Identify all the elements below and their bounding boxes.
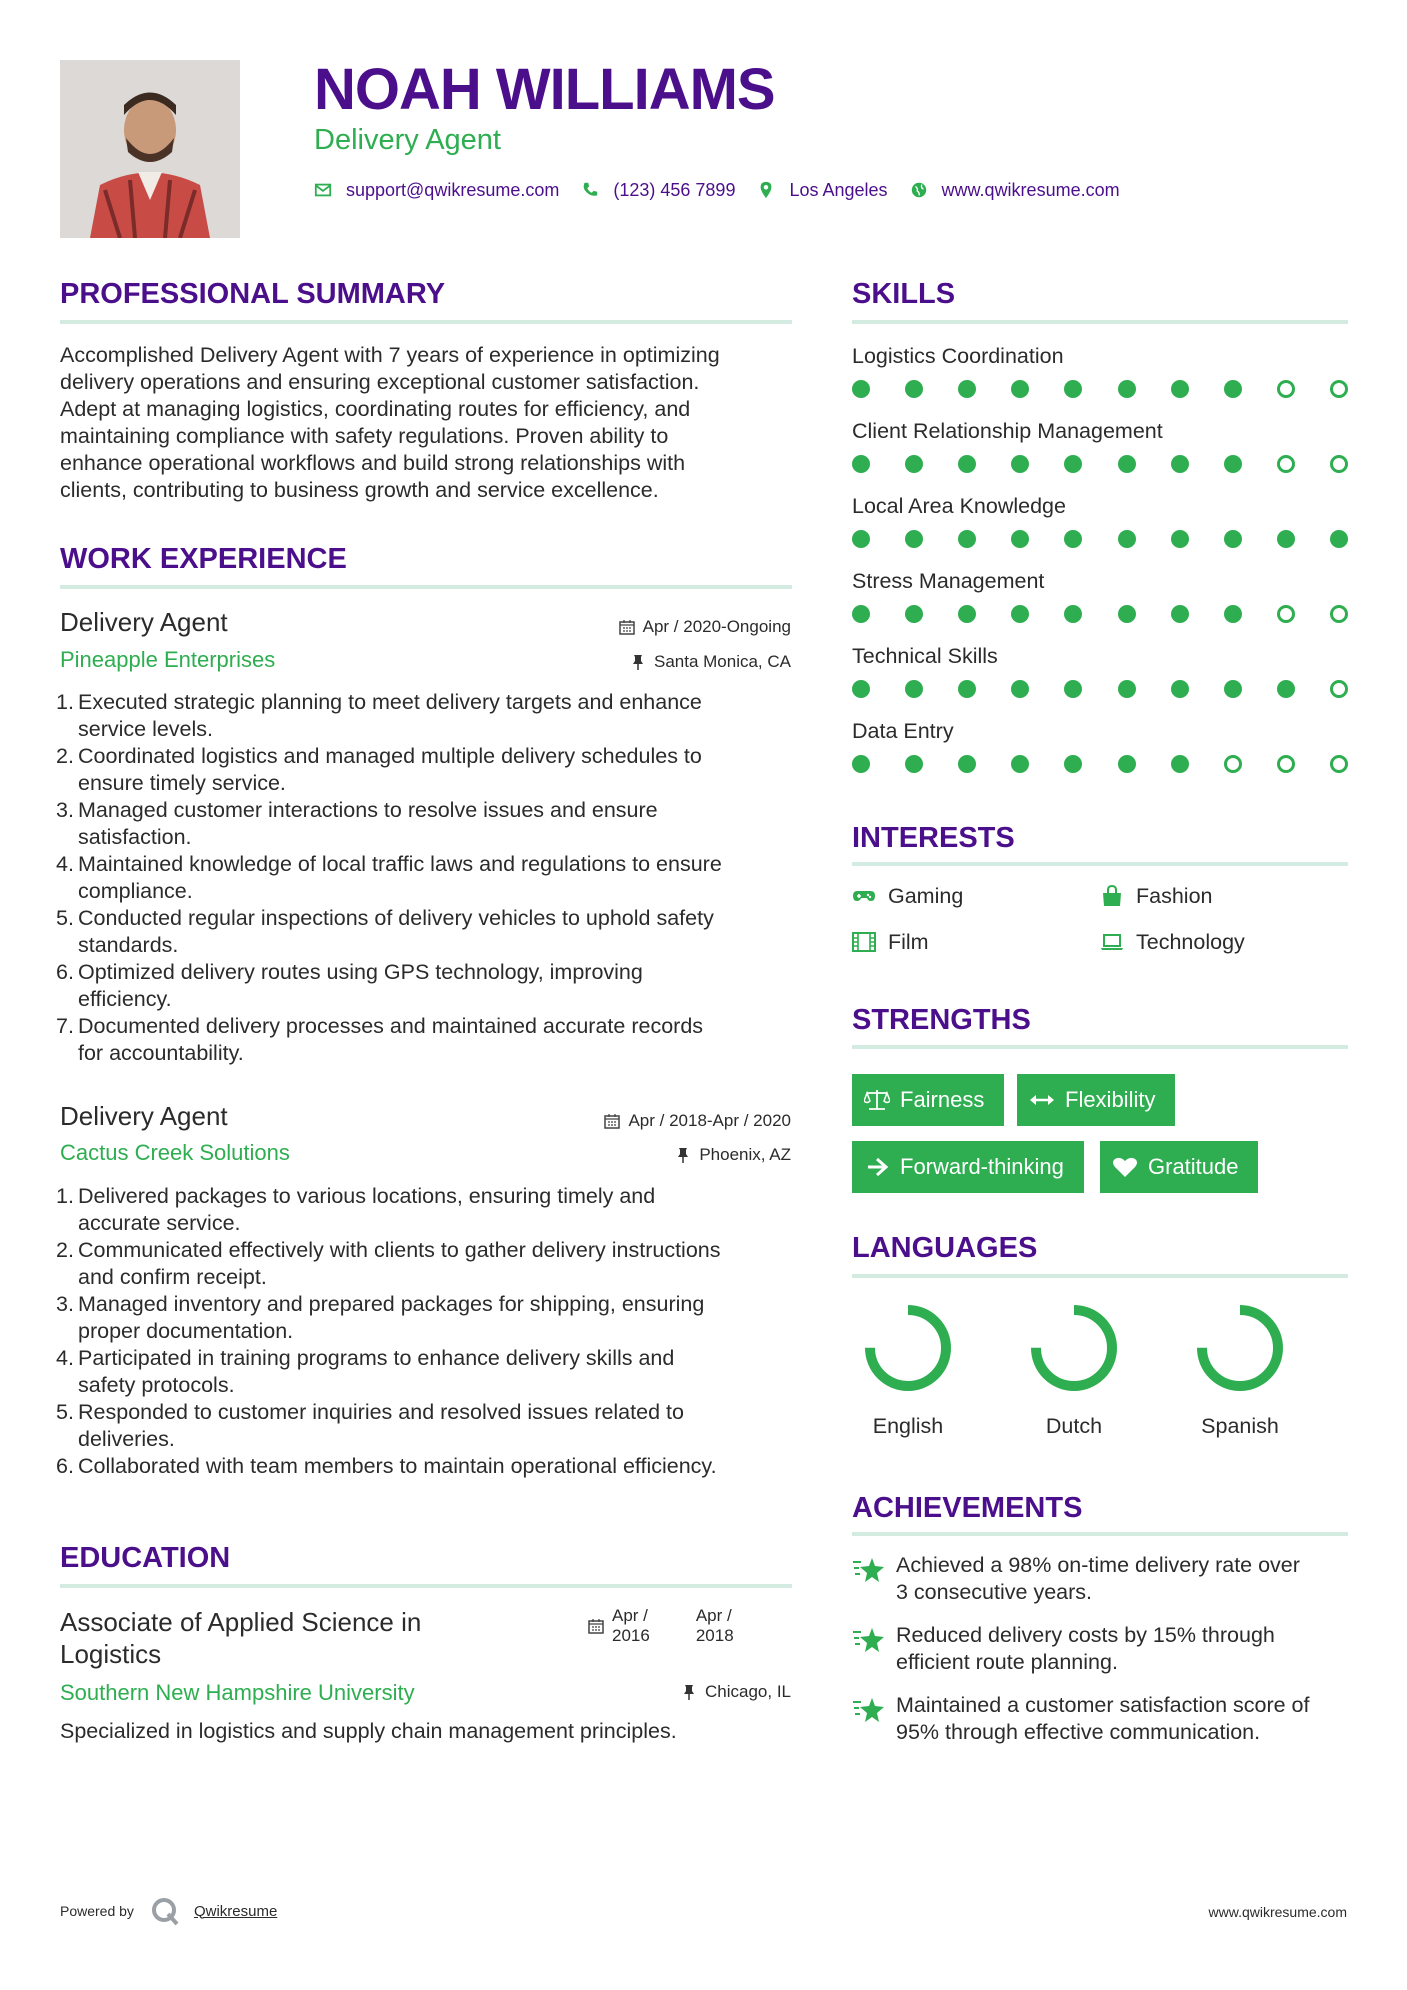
- list-item: 2. Communicated effectively with clients to gather delivery instructions and confirm receipt.: [56, 1238, 721, 1289]
- skill-dot-filled: [1171, 755, 1189, 773]
- strengths-heading: STRENGTHS: [852, 1004, 1031, 1036]
- skill-dot-filled: [852, 605, 870, 623]
- interest-item: Fashion: [1100, 882, 1213, 910]
- job-location: [675, 1144, 791, 1166]
- summary-rule: [60, 320, 792, 324]
- achievement-item: Maintained a customer satisfaction score of 95% through effective communication.: [852, 1692, 1352, 1746]
- skill-dot-empty: [1330, 680, 1348, 698]
- skill-dot-filled: [1064, 530, 1082, 548]
- summary-line: delivery operations and ensuring exceptional customer satisfaction.: [60, 370, 700, 394]
- contact-website-text: www.qwikresume.com: [941, 180, 1120, 200]
- achievement-item: Reduced delivery costs by 15% through efficient route planning.: [852, 1622, 1352, 1676]
- list-item: 1. Delivered packages to various locations, ensuring timely and accurate service.: [56, 1184, 656, 1235]
- skills-heading: SKILLS: [852, 278, 956, 310]
- contact-website[interactable]: [910, 176, 1120, 204]
- skill-name: Technical Skills: [852, 644, 998, 668]
- interest-item: Gaming: [852, 882, 963, 910]
- achievements-heading: ACHIEVEMENTS: [852, 1492, 1083, 1524]
- envelope-icon: [314, 181, 332, 199]
- education-start-month: Apr /: [612, 1606, 648, 1625]
- skill-dot-empty: [1277, 455, 1295, 473]
- skill-dot-filled: [1011, 680, 1029, 698]
- skill-dot-empty: [1277, 380, 1295, 398]
- skill-dot-filled: [958, 380, 976, 398]
- skill-rating: [852, 605, 1352, 625]
- contact-bar: [314, 176, 1142, 204]
- skill-dot-filled: [1277, 530, 1295, 548]
- summary-heading: PROFESSIONAL SUMMARY: [60, 278, 446, 310]
- skill-name: Data Entry: [852, 719, 954, 743]
- skill-dot-filled: [1224, 380, 1242, 398]
- skill-dot-filled: [1171, 455, 1189, 473]
- arrow-right-icon: [864, 1156, 890, 1178]
- job-role: Delivery Agent: [60, 1101, 228, 1131]
- skill-dot-filled: [1118, 605, 1136, 623]
- job-bullets: [56, 689, 800, 1067]
- skill-dot-filled: [1011, 605, 1029, 623]
- contact-email[interactable]: [314, 176, 559, 204]
- pin-icon: [630, 654, 646, 670]
- candidate-title: Delivery Agent: [314, 124, 501, 156]
- skill-dot-empty: [1330, 605, 1348, 623]
- skill-dot-filled: [1118, 680, 1136, 698]
- summary-line: clients, contributing to business growth and service excellence.: [60, 478, 659, 502]
- skill-dot-filled: [1064, 380, 1082, 398]
- skill-dot-empty: [1330, 455, 1348, 473]
- skill-dot-filled: [905, 605, 923, 623]
- footer-brand-link[interactable]: Qwikresume: [193, 1902, 278, 1920]
- skill-dot-filled: [1171, 680, 1189, 698]
- strength-tag: Gratitude: [1100, 1141, 1258, 1193]
- skill-dot-filled: [1011, 455, 1029, 473]
- job-location-text: Santa Monica, CA: [653, 652, 791, 671]
- achievement-item: Achieved a 98% on-time delivery rate over 3 consecutive years.: [852, 1552, 1352, 1606]
- globe-icon: [910, 181, 928, 199]
- skill-dot-filled: [1011, 380, 1029, 398]
- footer-website[interactable]: www.qwikresume.com: [1208, 1904, 1347, 1920]
- skill-name: Local Area Knowledge: [852, 494, 1066, 518]
- calendar-icon: [619, 619, 635, 635]
- skill-rating: [852, 530, 1352, 550]
- phone-icon: [581, 181, 599, 199]
- job-dates-text: Apr / 2018-Apr / 2020: [628, 1111, 791, 1130]
- candidate-name: NOAH WILLIAMS: [314, 57, 775, 122]
- language-name: Dutch: [1045, 1414, 1103, 1438]
- education-rule: [60, 1584, 792, 1588]
- education-heading: EDUCATION: [60, 1542, 231, 1574]
- skill-dot-filled: [1171, 530, 1189, 548]
- contact-location-text: Los Angeles: [789, 180, 888, 200]
- skill-name: Client Relationship Management: [852, 419, 1163, 443]
- skill-dot-filled: [852, 530, 870, 548]
- skill-dot-filled: [852, 755, 870, 773]
- skill-name: Stress Management: [852, 569, 1045, 593]
- job-bullets: [56, 1183, 800, 1480]
- interest-item: Film: [852, 928, 929, 956]
- pin-icon: [675, 1147, 691, 1163]
- skill-dot-filled: [958, 530, 976, 548]
- list-item: 4. Participated in training programs to enhance delivery skills and safety protocols.: [56, 1346, 675, 1397]
- map-marker-icon: [757, 181, 775, 199]
- summary-line: Adept at managing logistics, coordinating routes for efficiency, and: [60, 397, 691, 421]
- skill-dot-filled: [905, 455, 923, 473]
- language-item: [1014, 1300, 1134, 1440]
- skill-rating: [852, 380, 1352, 400]
- summary-line: Accomplished Delivery Agent with 7 years of experience in optimizing: [60, 343, 720, 367]
- film-icon: [852, 931, 876, 953]
- skill-dot-filled: [852, 380, 870, 398]
- skill-name: Logistics Coordination: [852, 344, 1064, 368]
- skill-dot-filled: [1224, 530, 1242, 548]
- pin-icon: [681, 1684, 697, 1700]
- skill-dot-empty: [1330, 755, 1348, 773]
- skill-dot-filled: [1011, 530, 1029, 548]
- skill-dot-filled: [958, 680, 976, 698]
- education-location: [681, 1681, 791, 1703]
- job-company: Cactus Creek Solutions: [60, 1140, 290, 1165]
- language-item: [1180, 1300, 1300, 1440]
- language-ring: [1192, 1300, 1288, 1396]
- language-ring-arc: [1036, 1310, 1112, 1386]
- contact-location: [757, 176, 887, 204]
- summary-line: enhance operational workflows and build strong relationships with: [60, 451, 686, 475]
- interests-rule: [852, 862, 1348, 866]
- job-dates: [619, 616, 791, 638]
- skill-dot-filled: [1224, 455, 1242, 473]
- skill-dot-filled: [1171, 605, 1189, 623]
- shopping-bag-icon: [1100, 885, 1124, 907]
- heart-icon: [1112, 1156, 1138, 1178]
- language-name: English: [872, 1414, 944, 1438]
- interests-heading: INTERESTS: [852, 822, 1015, 854]
- language-item: [848, 1300, 968, 1440]
- list-item: 1. Executed strategic planning to meet delivery targets and enhance service levels.: [56, 690, 702, 741]
- list-item: 3. Managed customer interactions to resolve issues and ensure satisfaction.: [56, 798, 658, 849]
- skill-dot-empty: [1224, 755, 1242, 773]
- list-item: 3. Managed inventory and prepared packages for shipping, ensuring proper documentation.: [56, 1292, 705, 1343]
- list-item: 5. Responded to customer inquiries and resolved issues related to deliveries.: [56, 1400, 684, 1451]
- contact-phone[interactable]: [581, 176, 735, 204]
- strength-tag: Flexibility: [1017, 1074, 1175, 1126]
- skills-rule: [852, 320, 1348, 324]
- arrows-horizontal-icon: [1029, 1089, 1055, 1111]
- skill-dot-empty: [1277, 755, 1295, 773]
- skill-dot-filled: [1118, 455, 1136, 473]
- skill-dot-filled: [1330, 530, 1348, 548]
- language-ring: [1026, 1300, 1122, 1396]
- skill-dot-filled: [1277, 680, 1295, 698]
- experience-rule: [60, 585, 792, 589]
- summary-text: [60, 342, 800, 504]
- education-dates: [588, 1606, 734, 1646]
- skill-dot-filled: [905, 530, 923, 548]
- education-school: Southern New Hampshire University: [60, 1680, 415, 1705]
- language-ring-arc: [1202, 1310, 1278, 1386]
- contact-email-text: support@qwikresume.com: [346, 180, 560, 200]
- languages-rule: [852, 1274, 1348, 1278]
- language-ring: [860, 1300, 956, 1396]
- job-dates-text: Apr / 2020-Ongoing: [642, 617, 791, 636]
- qwikresume-logo-icon: [150, 1896, 180, 1926]
- star-burst-icon: [852, 1556, 886, 1586]
- achievements-rule: [852, 1532, 1348, 1536]
- education-location-text: Chicago, IL: [705, 1682, 791, 1701]
- skill-dot-filled: [852, 680, 870, 698]
- skill-dot-filled: [958, 755, 976, 773]
- skill-dot-filled: [1118, 755, 1136, 773]
- skill-dot-filled: [1224, 680, 1242, 698]
- skill-dot-filled: [905, 680, 923, 698]
- laptop-icon: [1100, 931, 1124, 953]
- education-end-year: 2018: [695, 1626, 734, 1645]
- list-item: 2. Coordinated logistics and managed multiple delivery schedules to ensure timely service.: [56, 744, 702, 795]
- skill-dot-empty: [1330, 380, 1348, 398]
- job-dates: [604, 1110, 791, 1132]
- education-degree: Associate of Applied Science in Logistics: [60, 1607, 422, 1669]
- list-item: 5. Conducted regular inspections of delivery vehicles to uphold safety standards.: [56, 906, 714, 957]
- footer-powered-by: Powered by Qwikresume: [60, 1896, 277, 1926]
- languages-heading: LANGUAGES: [852, 1232, 1038, 1264]
- skill-dot-filled: [1118, 380, 1136, 398]
- list-item: 4. Maintained knowledge of local traffic laws and regulations to ensure compliance.: [56, 852, 722, 903]
- skill-dot-filled: [1064, 755, 1082, 773]
- strengths-rule: [852, 1045, 1348, 1049]
- language-ring-arc: [870, 1310, 946, 1386]
- skill-dot-filled: [1064, 605, 1082, 623]
- skill-dot-filled: [958, 605, 976, 623]
- skill-dot-filled: [905, 755, 923, 773]
- skill-dot-filled: [1224, 605, 1242, 623]
- star-burst-icon: [852, 1696, 886, 1726]
- contact-phone-text: (123) 456 7899: [613, 180, 736, 200]
- skill-dot-filled: [852, 455, 870, 473]
- language-name: Spanish: [1201, 1414, 1279, 1438]
- skill-dot-filled: [1118, 530, 1136, 548]
- gamepad-icon: [852, 885, 876, 907]
- interest-item: Technology: [1100, 928, 1245, 956]
- skill-dot-filled: [1011, 755, 1029, 773]
- education-description: Specialized in logistics and supply chain management principles.: [60, 1719, 677, 1743]
- list-item: 6. Optimized delivery routes using GPS technology, improving efficiency.: [56, 960, 643, 1011]
- list-item: 6. Collaborated with team members to maintain operational efficiency.: [56, 1454, 717, 1478]
- job-company: Pineapple Enterprises: [60, 647, 276, 672]
- skill-dot-empty: [1277, 605, 1295, 623]
- strength-tag: Forward-thinking: [852, 1141, 1084, 1193]
- skill-dot-filled: [958, 455, 976, 473]
- skill-dot-filled: [1064, 680, 1082, 698]
- education-end-month: Apr /: [695, 1606, 732, 1625]
- list-item: 7. Documented delivery processes and maintained accurate records for accountability.: [56, 1014, 704, 1065]
- summary-line: maintaining compliance with safety regulations. Proven ability to: [60, 424, 669, 448]
- balance-scale-icon: [864, 1089, 890, 1111]
- skill-rating: [852, 455, 1352, 475]
- skill-dot-filled: [1064, 455, 1082, 473]
- education-start-year: 2016: [612, 1626, 650, 1645]
- job-location: [630, 651, 791, 673]
- strength-tag: Fairness: [852, 1074, 1004, 1126]
- skill-dot-filled: [905, 380, 923, 398]
- calendar-icon: [604, 1113, 620, 1129]
- job-location-text: Phoenix, AZ: [699, 1145, 791, 1164]
- skill-dot-filled: [1171, 380, 1189, 398]
- skill-rating: [852, 755, 1352, 775]
- skill-rating: [852, 680, 1352, 700]
- experience-heading: WORK EXPERIENCE: [60, 543, 347, 575]
- profile-photo: [60, 60, 240, 238]
- calendar-icon: [588, 1618, 604, 1634]
- star-burst-icon: [852, 1626, 886, 1656]
- job-role: Delivery Agent: [60, 607, 228, 637]
